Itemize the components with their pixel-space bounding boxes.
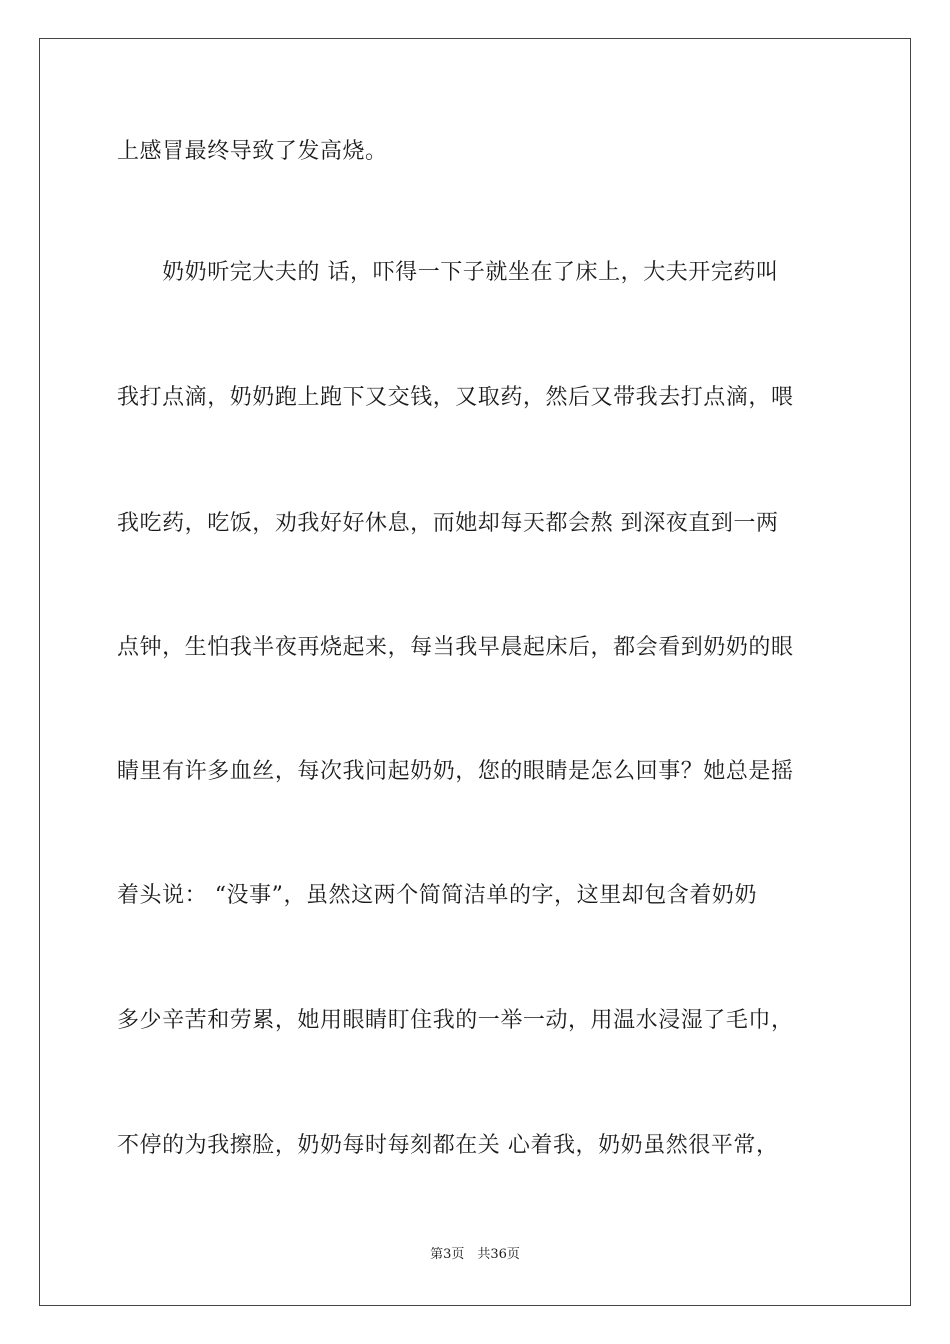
- page-border: [39, 38, 911, 1306]
- text-line-9: 不停的为我擦脸，奶奶每时每刻都在关 心着我，奶奶虽然很平常，: [117, 1133, 779, 1158]
- text-line-7: 着头说： “没事”，虽然这两个简简洁单的字，这里却包含着奶奶: [117, 883, 757, 908]
- text-line-1: 上感冒最终导致了发高烧。: [117, 139, 388, 164]
- text-line-5: 点钟，生怕我半夜再烧起来，每当我早晨起床后，都会看到奶奶的眼: [117, 635, 794, 660]
- text-line-4: 我吃药，吃饭，劝我好好休息，而她却每天都会熬 到深夜直到一两: [117, 511, 779, 536]
- text-line-8: 多少辛苦和劳累，她用眼睛盯住我的一举一动，用温水浸湿了毛巾，: [117, 1008, 794, 1033]
- text-line-2: 奶奶听完大夫的 话，吓得一下子就坐在了床上，大夫开完药叫: [117, 260, 779, 285]
- text-line-3: 我打点滴，奶奶跑上跑下又交钱，又取药，然后又带我去打点滴，喂: [117, 385, 794, 410]
- page-number-text: 第3页 共36页: [430, 1247, 520, 1262]
- text-line-6: 睛里有许多血丝，每次我问起奶奶，您的眼睛是怎么回事？她总是摇: [117, 759, 794, 784]
- page-number-footer: [0, 1246, 950, 1264]
